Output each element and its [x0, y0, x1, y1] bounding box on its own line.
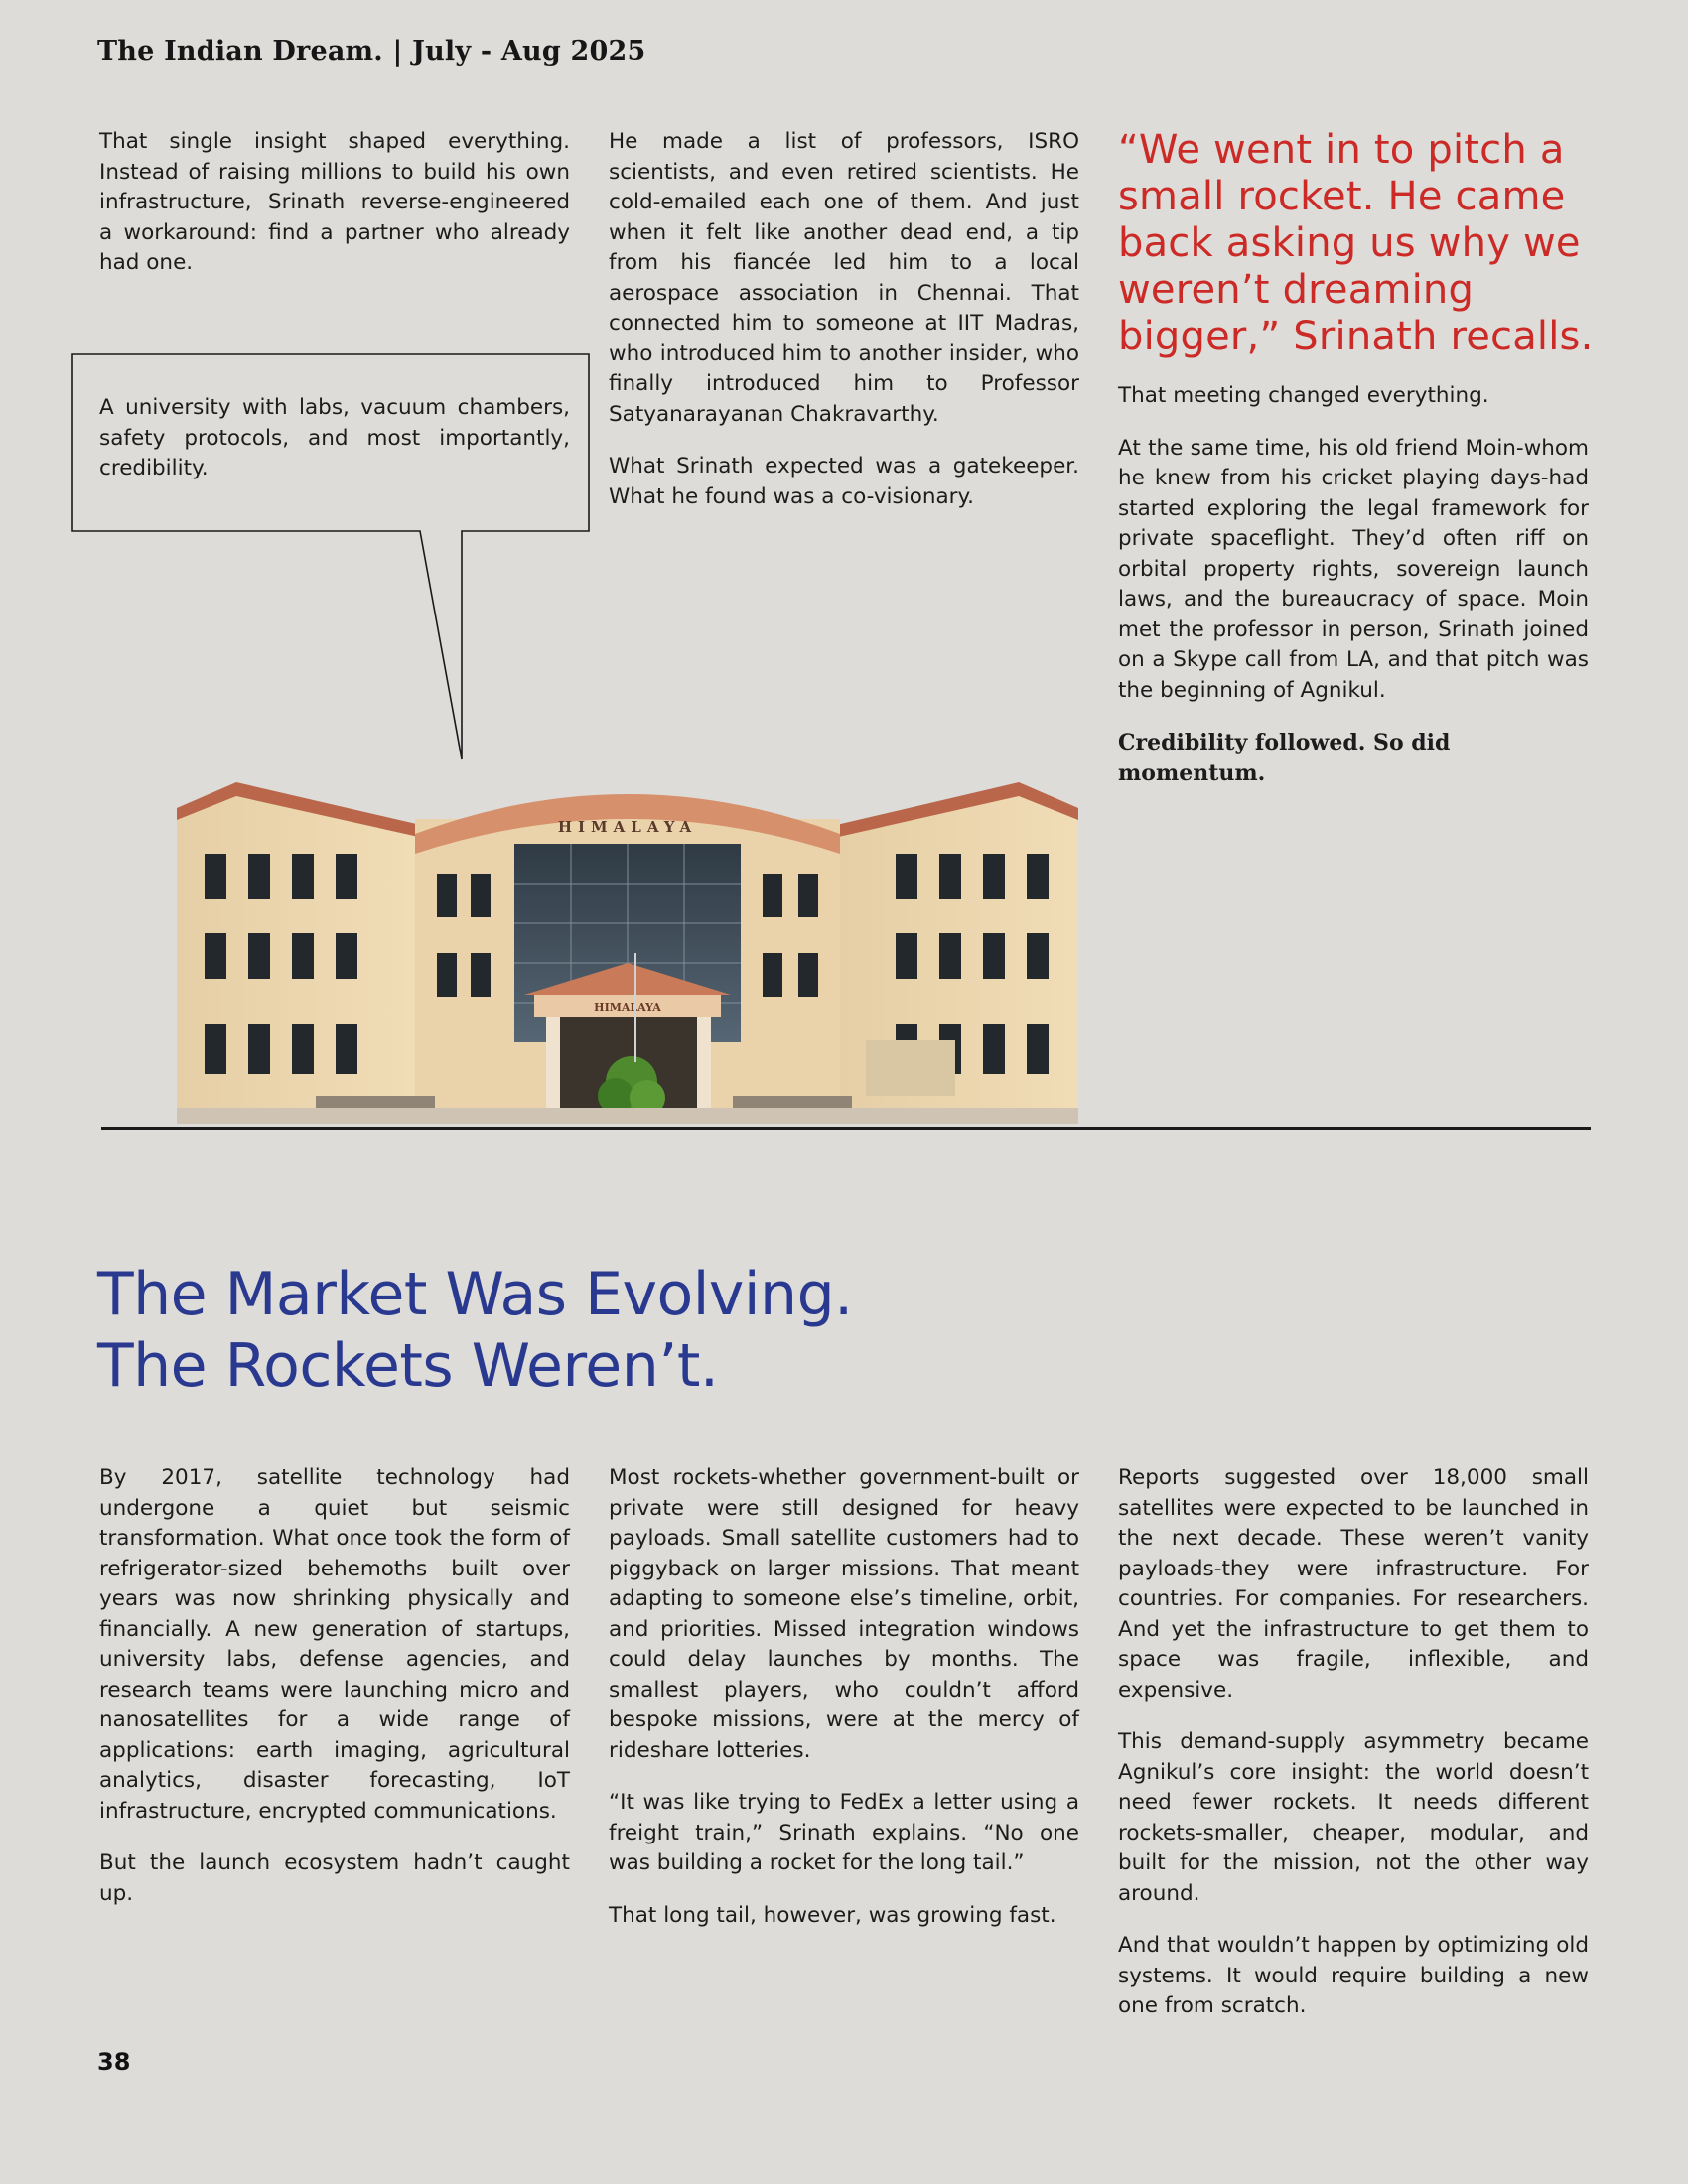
column-bottom-left	[99, 1463, 570, 1931]
building-photo	[177, 764, 1078, 1124]
headline-line-1: The Market Was Evolving.	[97, 1260, 853, 1329]
paragraph: That long tail, however, was growing fast.	[609, 1902, 1056, 1928]
column-bottom-middle	[609, 1463, 1079, 1953]
paragraph: He made a list of professors, ISRO scientists, and even retired scientists. He cold-emailed each one of them. And just when it felt like another dead end, a tip from his fiancée led him to a local aerospace association in Chennai. That connected him to someone at IIT Madras, who introduced him to another insider, who finally introduced him to Professor Satyanarayanan Chakravarthy.	[609, 129, 1079, 427]
paragraph: What Srinath expected was a gatekeeper. What he found was a co-visionary.	[609, 454, 1079, 509]
paragraph: Reports suggested over 18,000 small satellites were expected to be launched in the next decade. These weren’t vanity payloads-they were infrastructure. For countries. For companies. For researchers. And yet the infrastructure to get them to space was fragile, inflexible, and expensive.	[1118, 1465, 1589, 1703]
paragraph: This demand-supply asymmetry became Agnikul’s core insight: the world doesn’t need fewer rockets. It needs different rockets-smaller, cheaper, modular, and built for the mission, not the other way around.	[1118, 1729, 1589, 1906]
paragraph: And that wouldn’t happen by optimizing old systems. It would require building a new one from scratch.	[1118, 1933, 1589, 2018]
masthead: The Indian Dream. | July - Aug 2025	[97, 36, 646, 67]
building-sign: HIMALAYA	[557, 818, 698, 836]
pull-quote: “We went in to pitch a small rocket. He came back asking us why we weren’t dreaming bigger,” Srinath recalls.	[1118, 127, 1594, 359]
paragraph: “It was like trying to FedEx a letter using a freight train,” Srinath explains. “No one was building a rocket for the long tail.”	[609, 1790, 1079, 1875]
column-top-middle	[609, 127, 1079, 534]
paragraph: But the launch ecosystem hadn’t caught up.	[99, 1850, 570, 1906]
paragraph: That meeting changed everything.	[1118, 383, 1489, 408]
headline-line-2: The Rockets Weren’t.	[97, 1331, 719, 1401]
paragraph: Most rockets-whether government-built or private were still designed for heavy payloads. Small satellite customers had to piggyback on larger missions. That meant adapting to someone else’s timeline, orbit, and priorities. Missed integration windows could delay launches by months. The smallest players, who couldn’t afford bespoke missions, were at the mercy of rideshare lotteries.	[609, 1465, 1079, 1763]
page-number: 38	[97, 2048, 131, 2076]
paragraph: At the same time, his old friend Moin-whom he knew from his cricket playing days-had started exploring the legal framework for private spaceflight. They’d often riff on orbital property rights, sovereign launch laws, and the bureaucracy of space. Moin met the professor in person, Srinath joined on a Skype call from LA, and that pitch was the beginning of Agnikul.	[1118, 435, 1589, 703]
porch-sign: HIMALAYA	[594, 1001, 661, 1014]
closing-line: Credibility followed. So did momentum.	[1118, 730, 1451, 786]
paragraph: By 2017, satellite technology had undergone a quiet but seismic transformation. What once took the form of refrigerator-sized behemoths built over years was now shrinking physically and financially. A new generation of startups, university labs, defense agencies, and research teams were launching micro and nanosatellites for a wide range of applications: earth imaging, agricultural analytics, disaster forecasting, IoT infrastructure, encrypted communications.	[99, 1465, 570, 1824]
section-divider	[101, 1127, 1591, 1130]
callout-text: A university with labs, vacuum chambers, safety protocols, and most importantly, credibility.	[99, 395, 570, 480]
paragraph: That single insight shaped everything. Instead of raising millions to build his own infrastructure, Srinath reverse-engineered a workaround: find a partner who already had one.	[99, 129, 570, 275]
column-top-right	[1118, 381, 1589, 810]
section-headline	[97, 1259, 1190, 1402]
column-top-left	[99, 127, 570, 301]
column-bottom-right	[1118, 1463, 1589, 2044]
